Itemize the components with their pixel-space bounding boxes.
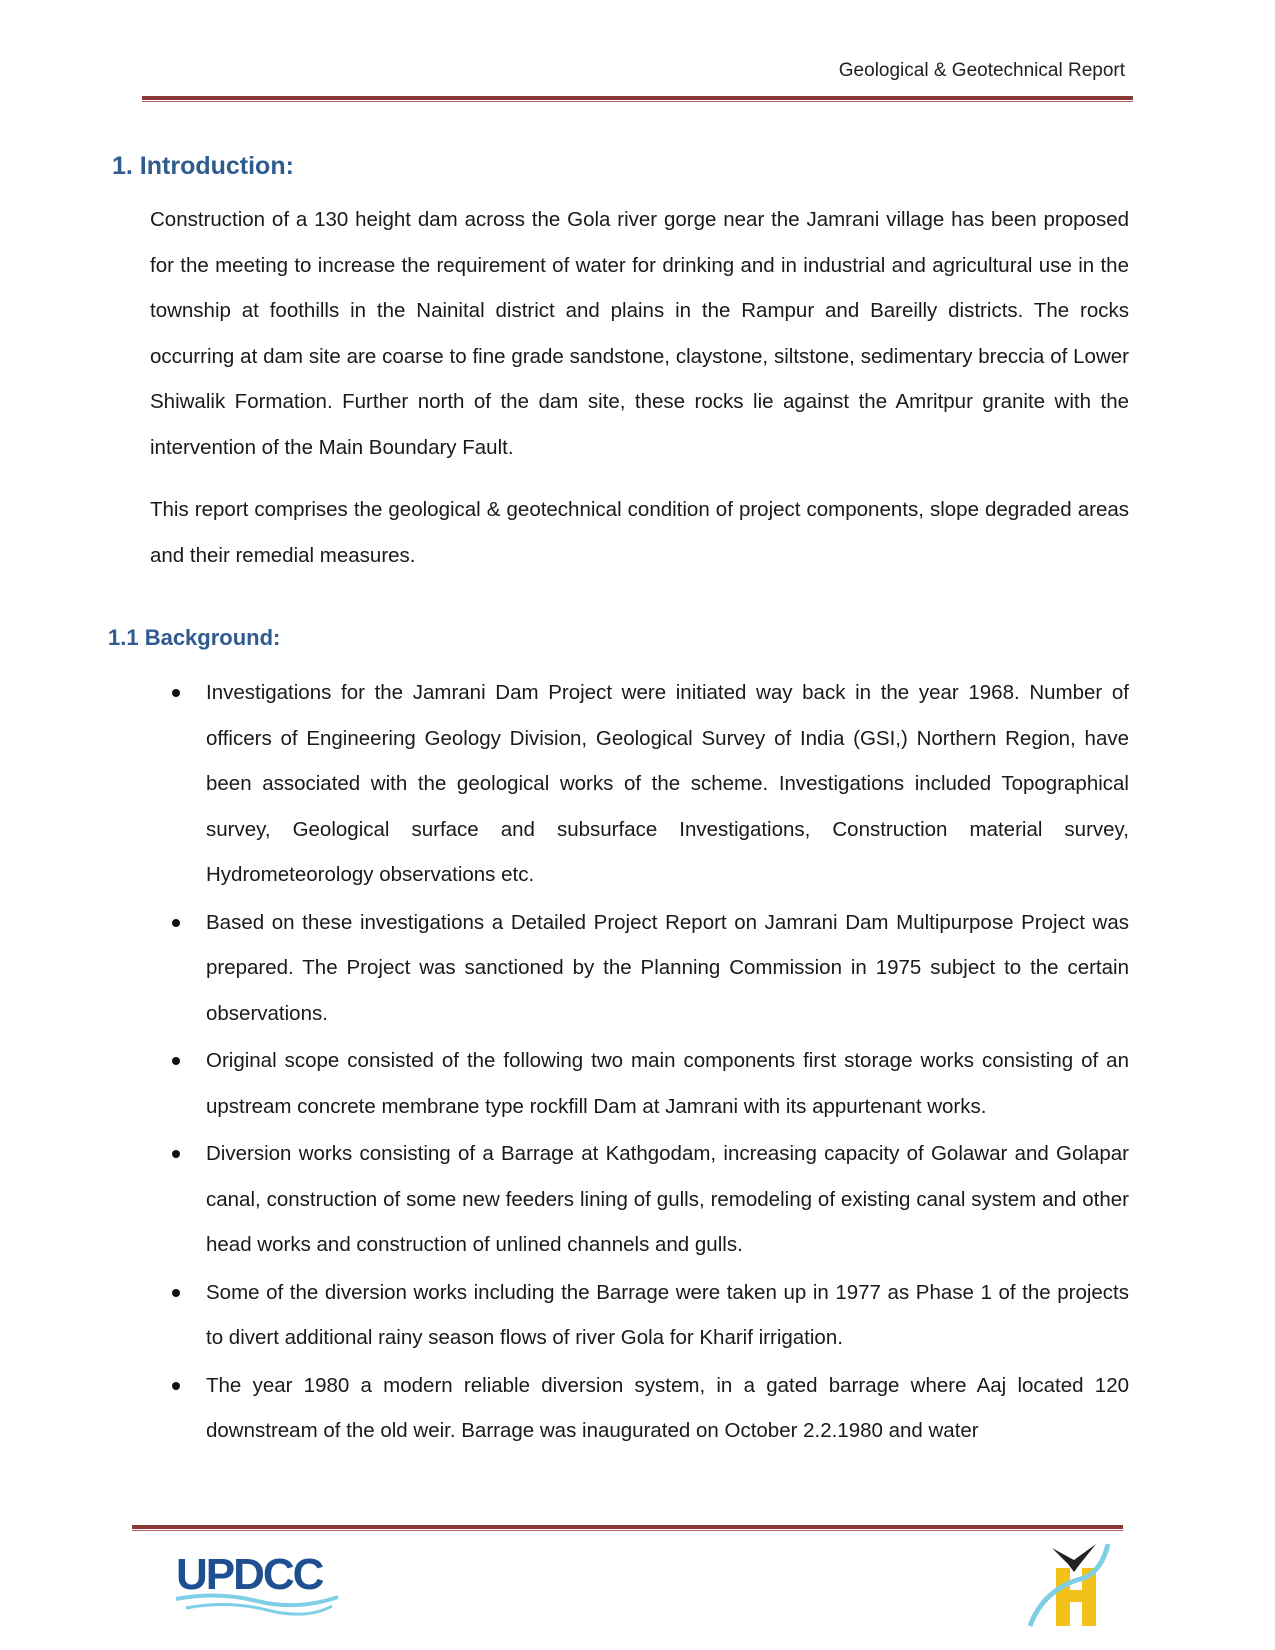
bullet-icon	[172, 919, 180, 927]
footer-rule	[132, 1525, 1123, 1531]
introduction-paragraph-2: This report comprises the geological & geotechnical condition of project components, slope degraded areas and their remedial measures.	[150, 498, 1129, 567]
section-heading-introduction: 1. Introduction:	[112, 152, 294, 180]
background-bullet-list	[150, 670, 1129, 1456]
list-item	[150, 1131, 1129, 1268]
eagle-h-logo-icon	[1024, 1538, 1114, 1628]
section-heading-background: 1.1 Background:	[108, 625, 281, 650]
bullet-icon	[172, 689, 180, 697]
bullet-text: The year 1980 a modern reliable diversion system, in a gated barrage where Aaj located 120 downstream of the old weir. Barrage was inaugurated on October 2.2.1980 and water	[206, 1373, 1129, 1442]
bullet-text: Investigations for the Jamrani Dam Project were initiated way back in the year 1968. Number of officers of Engineering Geology Division, Geological Survey of India (GSI,) Northern Region, have been associated with the geological works of the scheme. Investigations included Topographical survey, Geological surface and subsurface Investigations, Construction material survey, Hydrometeorology observations etc.	[206, 681, 1129, 886]
introduction-paragraph-1: Construction of a 130 height dam across the Gola river gorge near the Jamrani village has been proposed for the meeting to increase the requirement of water for drinking and in industrial and agricultural use in the township at foothills in the Nainital district and plains in the Rampur and Bareilly districts. The rocks occurring at dam site are coarse to fine grade sandstone, claystone, siltstone, sedimentary breccia of Lower Shiwalik Formation. Further north of the dam site, these rocks lie against the Amritpur granite with the intervention of the Main Boundary Fault.	[150, 208, 1129, 459]
list-item	[150, 670, 1129, 898]
list-item	[150, 1270, 1129, 1361]
list-item	[150, 900, 1129, 1037]
list-item	[150, 1038, 1129, 1129]
svg-text:UPDCC: UPDCC	[176, 1550, 323, 1599]
header-title: Geological & Geotechnical Report	[838, 60, 1125, 81]
bullet-text: Original scope consisted of the following two main components first storage works consisting of an upstream concrete membrane type rockfill Dam at Jamrani with its appurtenant works.	[206, 1049, 1129, 1118]
bullet-icon	[172, 1289, 180, 1297]
header-rule	[142, 96, 1133, 102]
bullet-icon	[172, 1150, 180, 1158]
bullet-text: Diversion works consisting of a Barrage at Kathgodam, increasing capacity of Golawar and Golapar canal, construction of some new feeders lining of gulls, remodeling of existing canal system and other head works and construction of unlined channels and gulls.	[206, 1142, 1129, 1256]
bullet-text: Some of the diversion works including the Barrage were taken up in 1977 as Phase 1 of the projects to divert additional rainy season flows of river Gola for Kharif irrigation.	[206, 1280, 1129, 1349]
updcc-logo-icon	[172, 1545, 342, 1620]
bullet-icon	[172, 1382, 180, 1390]
list-item	[150, 1363, 1129, 1454]
bullet-text: Based on these investigations a Detailed Project Report on Jamrani Dam Multipurpose Project was prepared. The Project was sanctioned by the Planning Commission in 1975 subject to the certain observations.	[206, 910, 1129, 1025]
bullet-icon	[172, 1057, 180, 1065]
